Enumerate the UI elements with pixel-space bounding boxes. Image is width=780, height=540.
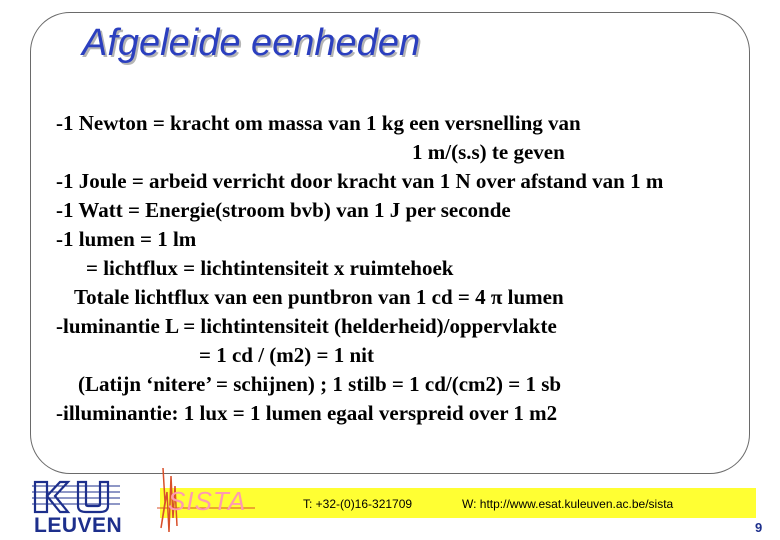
text-line: -1 Newton = kracht om massa van 1 kg een versnelling van bbox=[56, 111, 581, 135]
text-line: -1 Watt = Energie(stroom bvb) van 1 J per seconde bbox=[56, 198, 511, 222]
ku-leuven-logo bbox=[30, 478, 130, 518]
text-line: 1 m/(s.s) te geven bbox=[412, 140, 565, 164]
text-line: = 1 cd / (m2) = 1 nit bbox=[199, 343, 375, 367]
text-line: (Latijn ‘nitere’ = schijnen) ; 1 stilb = 1 cd/(cm2) = 1 sb bbox=[78, 372, 562, 396]
text-line: = lichtflux = lichtintensiteit x ruimtehoek bbox=[86, 256, 454, 280]
footer-website: W: http://www.esat.kuleuven.ac.be/sista bbox=[462, 497, 674, 511]
page-number: 9 bbox=[755, 520, 763, 535]
text-line: -1 Joule = arbeid verricht door kracht van 1 N over afstand van 1 m bbox=[56, 169, 664, 193]
text-line: -illuminantie: 1 lux = 1 lumen egaal verspreid over 1 m2 bbox=[56, 401, 558, 425]
footer-phone: T: +32-(0)16-321709 bbox=[303, 497, 413, 511]
text-line: Totale lichtflux van een puntbron van 1 cd = 4 π lumen bbox=[74, 285, 564, 309]
sista-logo-text: SISTA bbox=[168, 486, 247, 516]
slide-title: Afgeleide eenheden bbox=[82, 22, 421, 64]
text-line: -1 lumen = 1 lm bbox=[56, 227, 197, 251]
text-line: -luminantie L = lichtintensiteit (helderheid)/oppervlakte bbox=[56, 314, 557, 338]
logo-wordmark: LEUVEN bbox=[34, 514, 123, 537]
